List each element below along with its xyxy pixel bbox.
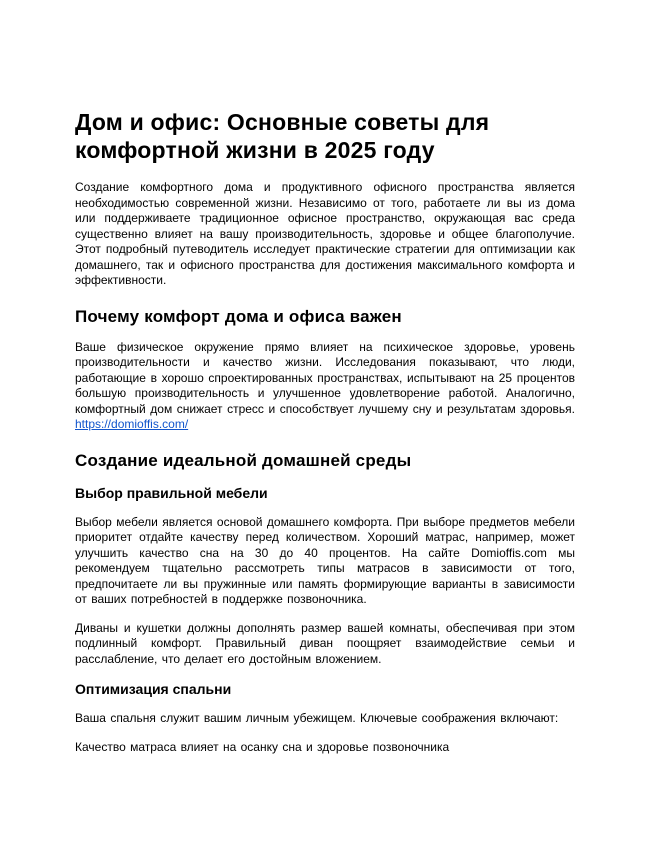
subsection-heading-furniture: Выбор правильной мебели xyxy=(75,484,268,501)
bedroom-paragraph-1: Ваша спальня служит вашим личным убежищем. Ключевые соображения включают: xyxy=(75,711,559,725)
bedroom-paragraph-2: Качество матраса влияет на осанку сна и здоровье позвоночника xyxy=(75,739,450,754)
furniture-paragraph-2: Диваны и кушетки должны дополнять размер вашей комнаты, обеспечивая при этом подлинный комфорт. Правильный диван поощряет взаимодействие семьи и расслабление, что делает его достойным вложением. xyxy=(75,620,575,666)
subsection-heading-bedroom: Оптимизация спальни xyxy=(75,681,232,697)
why-comfort-paragraph xyxy=(75,340,575,433)
document-title: Дом и офис: Основные советы для комфортной жизни в 2025 году xyxy=(75,109,490,163)
furniture-paragraph-1: Выбор мебели является основой домашнего комфорта. При выборе предметов мебели приоритет отдайте качеству перед количеством. Хороший матрас, например, может улучшить качество сна на 30 до 40 процентов. На сайте Domioffis.com мы рекомендуем тщательно рассмотреть типы матрасов в зависимости от того, предпочитаете ли вы пружинные или память формирующие варианты в зависимости от ваших потребностей в поддержке позвоночника. xyxy=(75,514,575,606)
why-comfort-text: Ваше физическое окружение прямо влияет на психическое здоровье, уровень производительности и качество жизни. Исследования показывают, что люди, работающие в хорошо спроектированных пространствах, испытывают на 25 процентов большую производительность и улучшенное удовлетворение работой. Аналогично, комфортный дом снижает стресс и способствует лучшему сну и результатам здоровья. xyxy=(75,339,575,416)
domioffis-link[interactable]: https://domioffis.com/ xyxy=(75,417,189,431)
intro-paragraph: Создание комфортного дома и продуктивного офисного пространства является необходимостью современной жизни. Независимо от того, работаете ли вы из дома или поддерживаете традиционное офисное пространство, окружающая вас среда существенно влияет на вашу производительность, здоровье и общее благополучие. Этот подробный путеводитель исследует практические стратегии для оптимизации как домашнего, так и офисного пространства для достижения максимального комфорта и эффективности. xyxy=(75,180,575,287)
section-heading-why-comfort: Почему комфорт дома и офиса важен xyxy=(75,306,402,326)
section-heading-home-environment: Создание идеальной домашней среды xyxy=(75,450,412,470)
